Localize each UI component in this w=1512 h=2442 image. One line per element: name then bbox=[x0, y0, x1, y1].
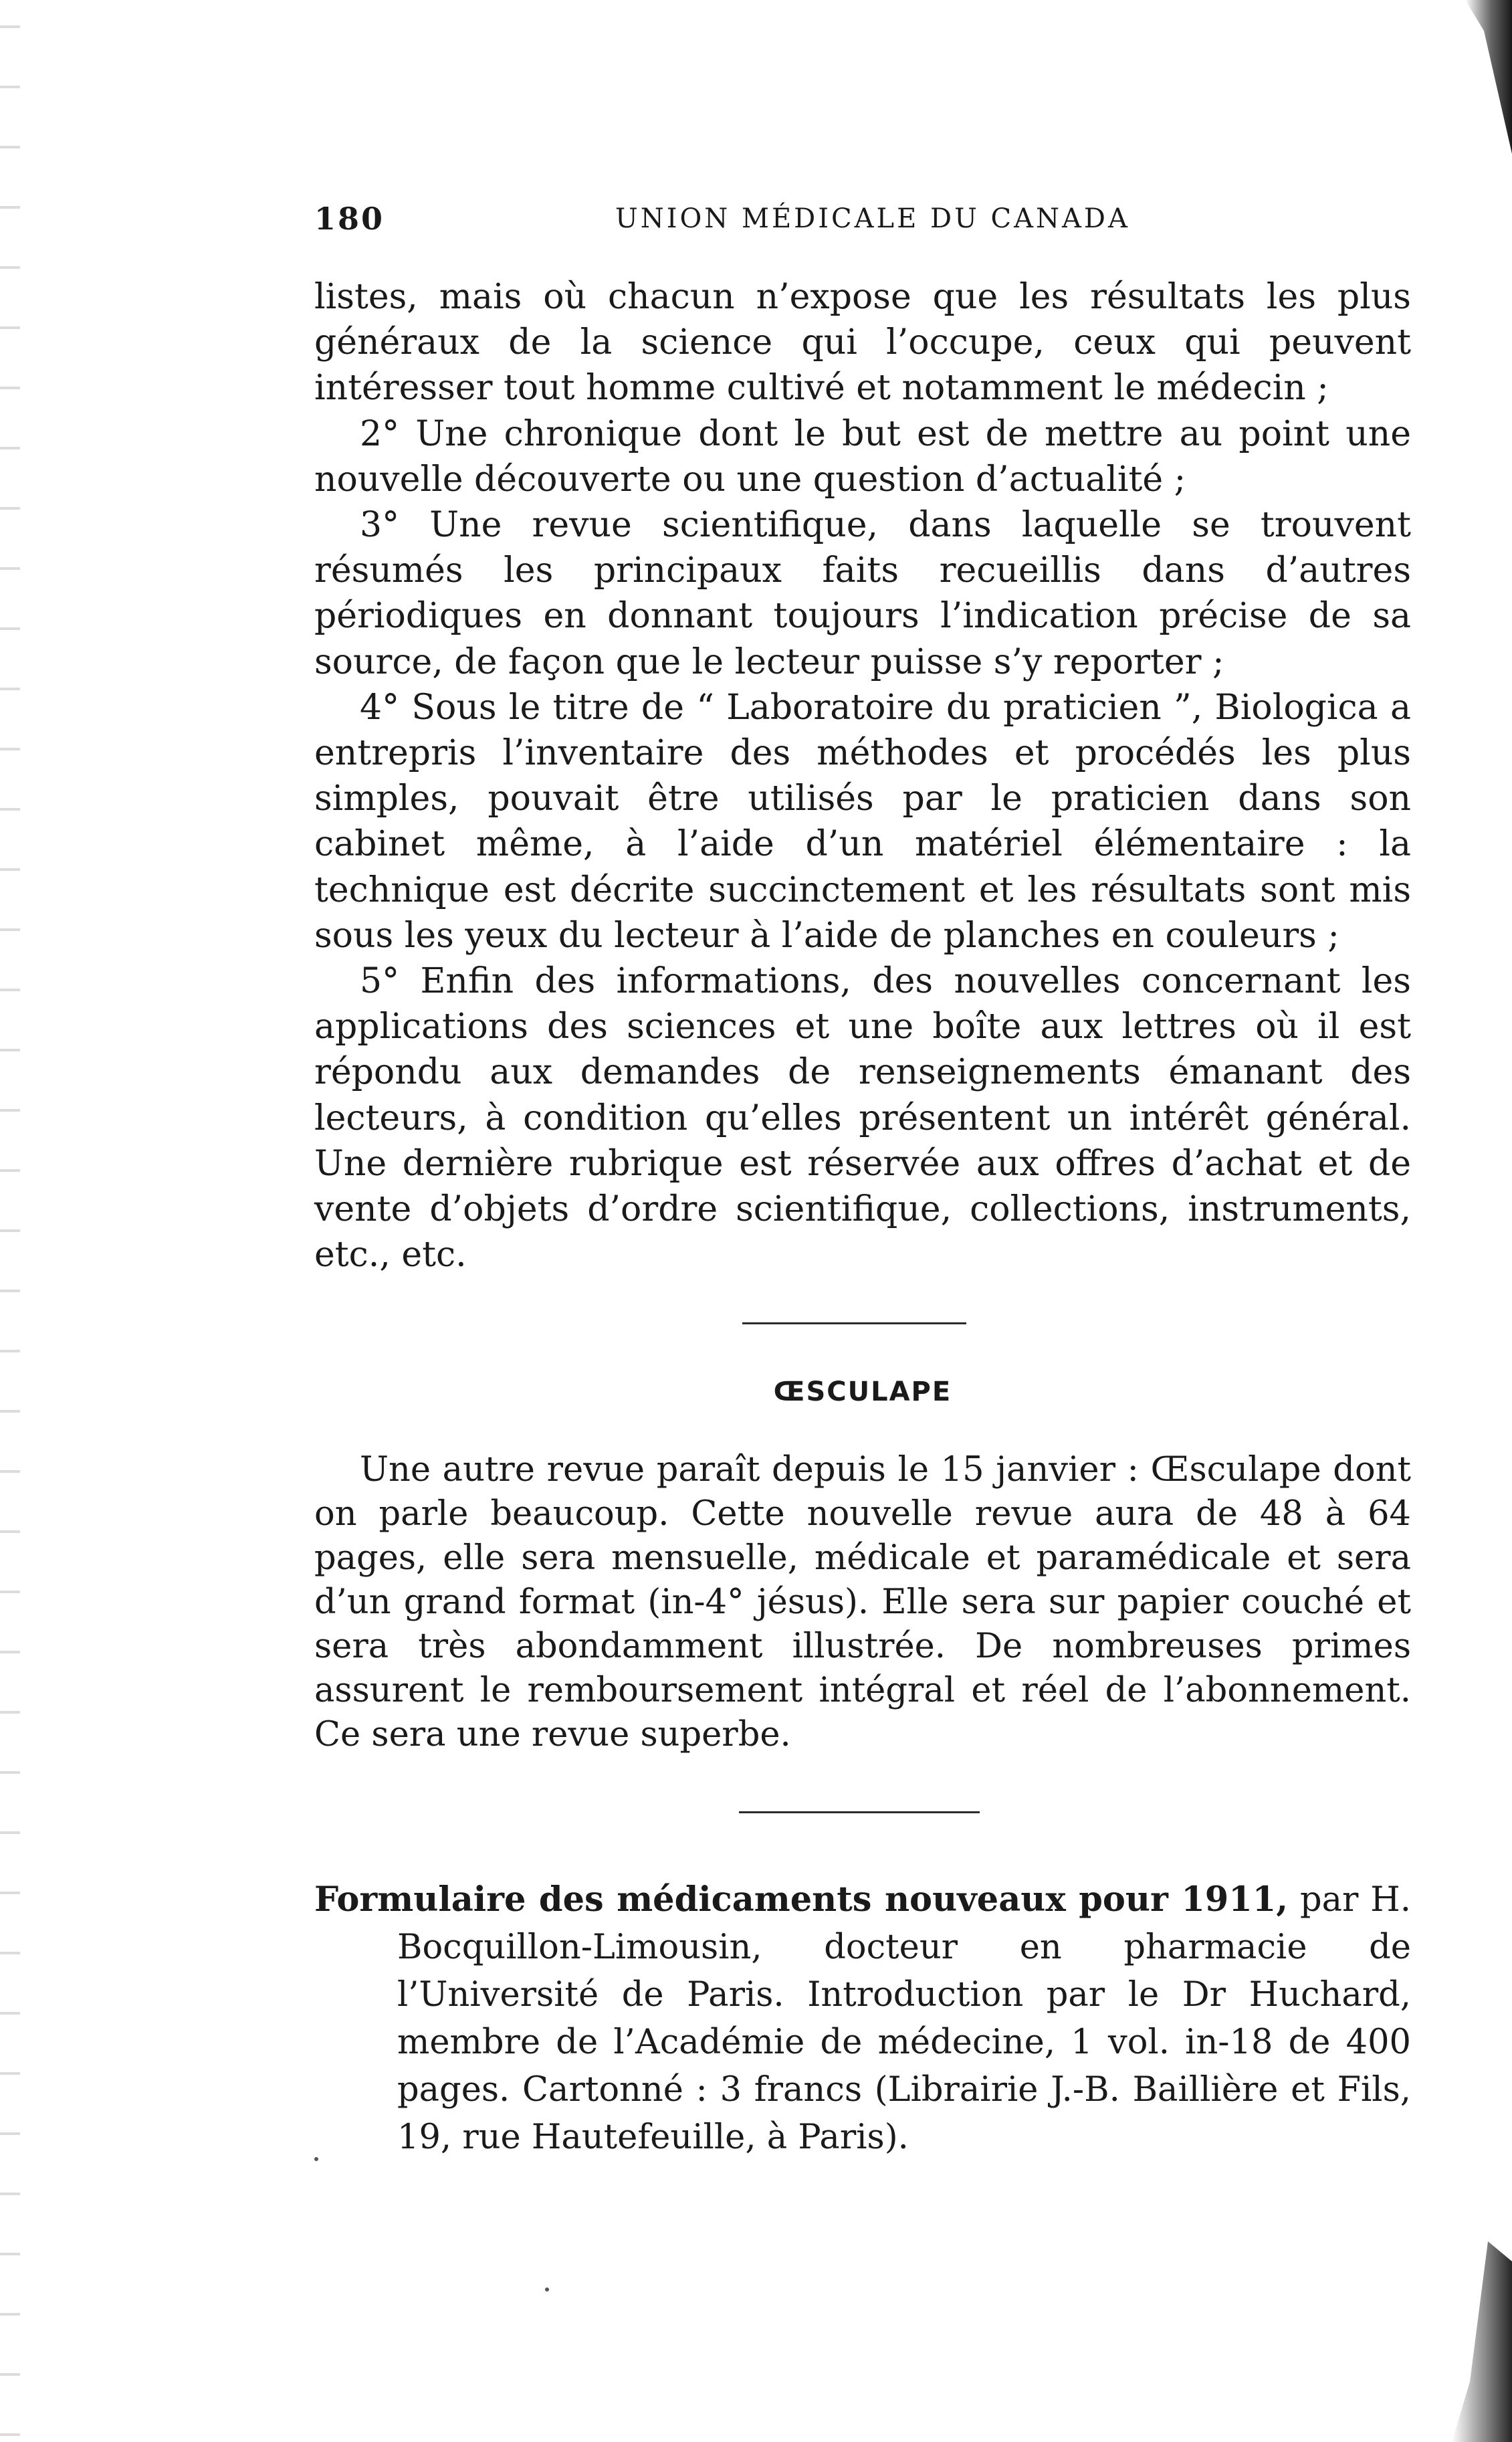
book-details: par H. Bocquillon-Limousin, docteur en pharmacie de l’Université de Paris. Introduction par le Dr Huchard, membre de l’Académie de médecine, 1 vol. in-18 de 400 pages. Cartonné : 3 francs (Librairie J.-B. Baillière et Fils, 19, rue Hautefeuille, à Paris). bbox=[397, 1880, 1411, 2157]
paragraph-list-continuation: listes, mais où chacun n’expose que les résultats les plus généraux de la science qui l’occupe, ceux qui peuvent intéresser tout homme cultivé et notamment le médecin ; bbox=[314, 277, 1411, 409]
section-divider bbox=[739, 1811, 980, 1813]
page-number: 180 bbox=[314, 201, 385, 237]
paragraph-item-5: 5° Enfin des informations, des nouvelles concernant les applications des sciences et une boîte aux lettres où il est répondu aux demandes de renseignements émanant des lecteurs, à condition qu’elles présentent un intérêt général. Une dernière rubrique est réservée aux offres d’achat et de vente d’objets d’ordre scientifique, collections, instruments, etc., etc. bbox=[314, 961, 1411, 1276]
running-head bbox=[314, 201, 1411, 241]
scan-edge-shadow-top bbox=[1465, 0, 1512, 154]
book-title: Formulaire des médicaments nouveaux pour 1911, bbox=[314, 1879, 1289, 1920]
paragraph-oesculape: Une autre revue paraît depuis le 15 janvier : Œsculape dont on parle beaucoup. Cette nouvelle revue aura de 48 à 64 pages, elle sera mensuelle, médicale et paramédicale et sera d’un grand format (in-4° jésus). Elle sera sur papier couché et sera très abondamment illustrée. De nombreuses primes assurent le remboursement intégral et réel de l’abonnement. Ce sera une revue superbe. bbox=[314, 1450, 1411, 1754]
scan-edge-speckle bbox=[0, 0, 20, 2442]
scan-edge-shadow-bottom bbox=[1452, 2241, 1512, 2442]
section-divider bbox=[742, 1322, 966, 1324]
book-notice bbox=[314, 1876, 1411, 2161]
scan-speck bbox=[545, 2287, 549, 2292]
paragraph-item-2: 2° Une chronique dont le but est de mettre au point une nouvelle découverte ou une question d’actualité ; bbox=[314, 413, 1411, 500]
section-oesculape bbox=[314, 1448, 1411, 1757]
section-biologica-list bbox=[314, 274, 1411, 1278]
scan-speck bbox=[314, 2157, 318, 2161]
paragraph-item-4: 4° Sous le titre de “ Laboratoire du praticien ”, Biologica a entrepris l’inventaire des méthodes et procédés les plus simples, pouvait être utilisés par le praticien dans son cabinet même, à l’aide d’un matériel élémentaire : la technique est décrite succinctement et les résultats sont mis sous les yeux du lecteur à l’aide de planches en couleurs ; bbox=[314, 687, 1411, 956]
journal-title: UNION MÉDICALE DU CANADA bbox=[615, 203, 1130, 234]
paragraph-item-3: 3° Une revue scientifique, dans laquelle se trouvent résumés les principaux faits recueillis dans d’autres périodiques en donnant toujours l’indication précise de sa source, de façon que le lecteur puisse s’y reporter ; bbox=[314, 505, 1411, 682]
section-heading-oesculape: ŒSCULAPE bbox=[773, 1377, 952, 1407]
